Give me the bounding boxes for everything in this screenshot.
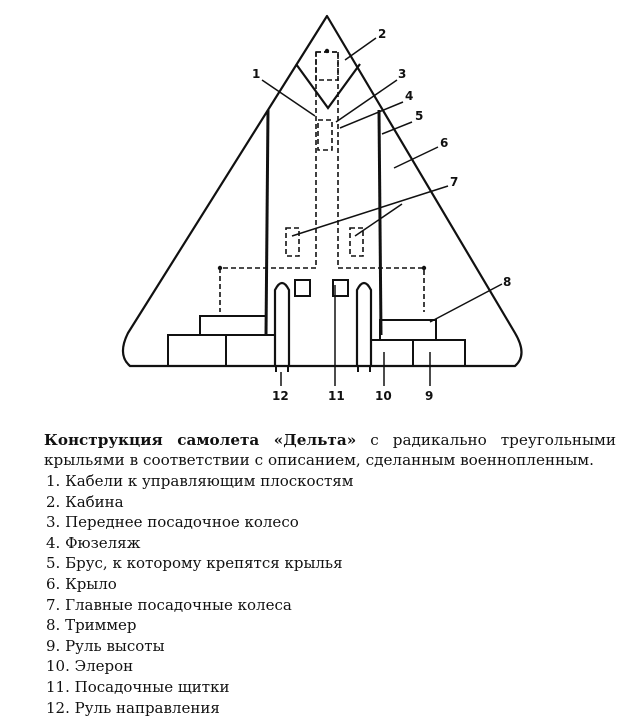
legend-item: 3. Переднее посадочное колесо (46, 513, 299, 532)
legend-item: 9. Руль высоты (46, 636, 165, 655)
label-7: 7 (450, 175, 459, 189)
label-9: 9 (425, 389, 434, 403)
caption-title: Конструкция самолета «Дельта» (44, 431, 357, 449)
figure-caption (44, 430, 616, 470)
label-3: 3 (398, 67, 407, 81)
label-11: 11 (328, 389, 345, 403)
legend-item: 12. Руль направления (46, 698, 220, 717)
label-10: 10 (375, 389, 392, 403)
label-2: 2 (378, 27, 387, 41)
label-5: 5 (415, 109, 424, 123)
legend-item: 11. Посадочные щитки (46, 677, 230, 696)
legend-item: 1. Кабели к управляющим плоскостям (46, 472, 354, 490)
caption-text: с радикально треугольными крыльями в соответствии с описанием, сделанным военнопленным. (44, 431, 616, 469)
cockpit-v (296, 64, 360, 108)
left-rudder (275, 283, 289, 366)
label-12: 12 (272, 389, 289, 403)
legend-item: 7. Главные посадочные колеса (46, 595, 292, 614)
label-4: 4 (405, 89, 414, 103)
legend-item: 2. Кабина (46, 492, 124, 511)
left-spar (266, 110, 268, 335)
label-1: 1 (252, 67, 261, 81)
legend-item: 5. Брус, к которому крепятся крылья (46, 554, 343, 573)
control-surfaces (168, 316, 465, 366)
label-8: 8 (503, 275, 512, 289)
fuselage-outline (220, 52, 424, 312)
legend-item: 8. Триммер (46, 616, 137, 635)
legend-item: 4. Фюзеляж (46, 533, 141, 552)
right-rudder (357, 283, 371, 366)
wing-outline (123, 16, 522, 366)
hatch-left (295, 280, 310, 296)
right-spar (379, 110, 381, 335)
legend-list (46, 471, 353, 718)
legend-item: 10. Элерон (46, 657, 134, 676)
legend-item: 6. Крыло (46, 574, 117, 593)
label-6: 6 (440, 136, 449, 150)
